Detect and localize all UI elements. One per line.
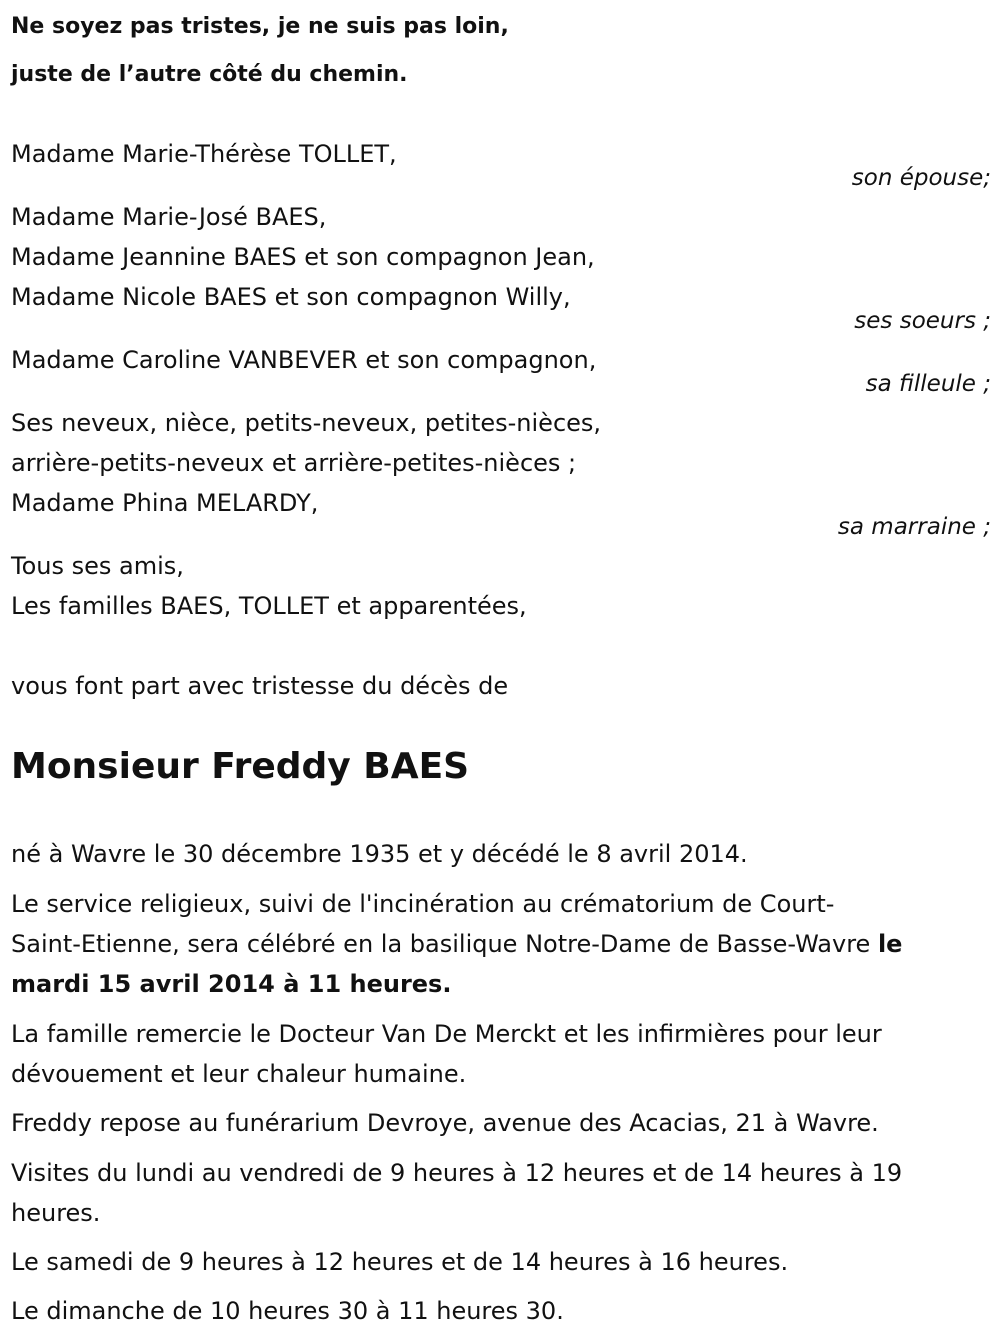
service-line-2 [11,929,902,959]
sisters-role: ses soeurs ; [854,308,991,334]
service-date-start: le [877,930,903,958]
funeral-home: Freddy repose au funérarium Devroye, avenue des Acacias, 21 à Wavre. [11,1109,879,1137]
spouse-name: Madame Marie-Thérèse TOLLET, [11,140,397,168]
thanks-line-1: La famille remercie le Docteur Van De Merckt et les infirmières pour leur [11,1020,882,1048]
sister-1: Madame Marie-José BAES, [11,203,327,231]
spouse-role: son épouse; [851,165,991,191]
saturday-hours: Le samedi de 9 heures à 12 heures et de 14 heures à 16 heures. [11,1248,789,1276]
relatives-line-1: Ses neveux, nièce, petits-neveux, petites-nièces, [11,409,602,437]
sister-3: Madame Nicole BAES et son compagnon Willy, [11,283,571,311]
visits-line-2: heures. [11,1199,101,1227]
service-line-1: Le service religieux, suivi de l'incinération au crématorium de Court- [11,890,835,918]
sister-2: Madame Jeannine BAES et son compagnon Jean, [11,243,595,271]
announcement: vous font part avec tristesse du décès de [11,672,509,700]
birth-death-dates: né à Wavre le 30 décembre 1935 et y décédé le 8 avril 2014. [11,840,748,868]
service-location: Saint-Etienne, sera célébré en la basilique Notre-Dame de Basse-Wavre [11,930,878,958]
quote-line-1: Ne soyez pas tristes, je ne suis pas loin, [11,14,509,39]
families-line: Les familles BAES, TOLLET et apparentées, [11,592,527,620]
relatives-line-2: arrière-petits-neveux et arrière-petites-nièces ; [11,449,577,477]
visits-line-1: Visites du lundi au vendredi de 9 heures à 12 heures et de 14 heures à 19 [11,1159,903,1187]
godmother-role: sa marraine ; [837,514,991,540]
goddaughter-name: Madame Caroline VANBEVER et son compagnon, [11,346,597,374]
friends-line: Tous ses amis, [11,552,184,580]
quote-line-2: juste de l’autre côté du chemin. [11,62,408,87]
obituary-notice [11,0,991,1343]
deceased-name: Monsieur Freddy BAES [11,746,470,787]
godmother-name: Madame Phina MELARDY, [11,489,319,517]
sunday-hours: Le dimanche de 10 heures 30 à 11 heures 30. [11,1297,564,1325]
goddaughter-role: sa filleule ; [865,371,991,397]
thanks-line-2: dévouement et leur chaleur humaine. [11,1060,467,1088]
service-date: mardi 15 avril 2014 à 11 heures. [11,970,452,998]
